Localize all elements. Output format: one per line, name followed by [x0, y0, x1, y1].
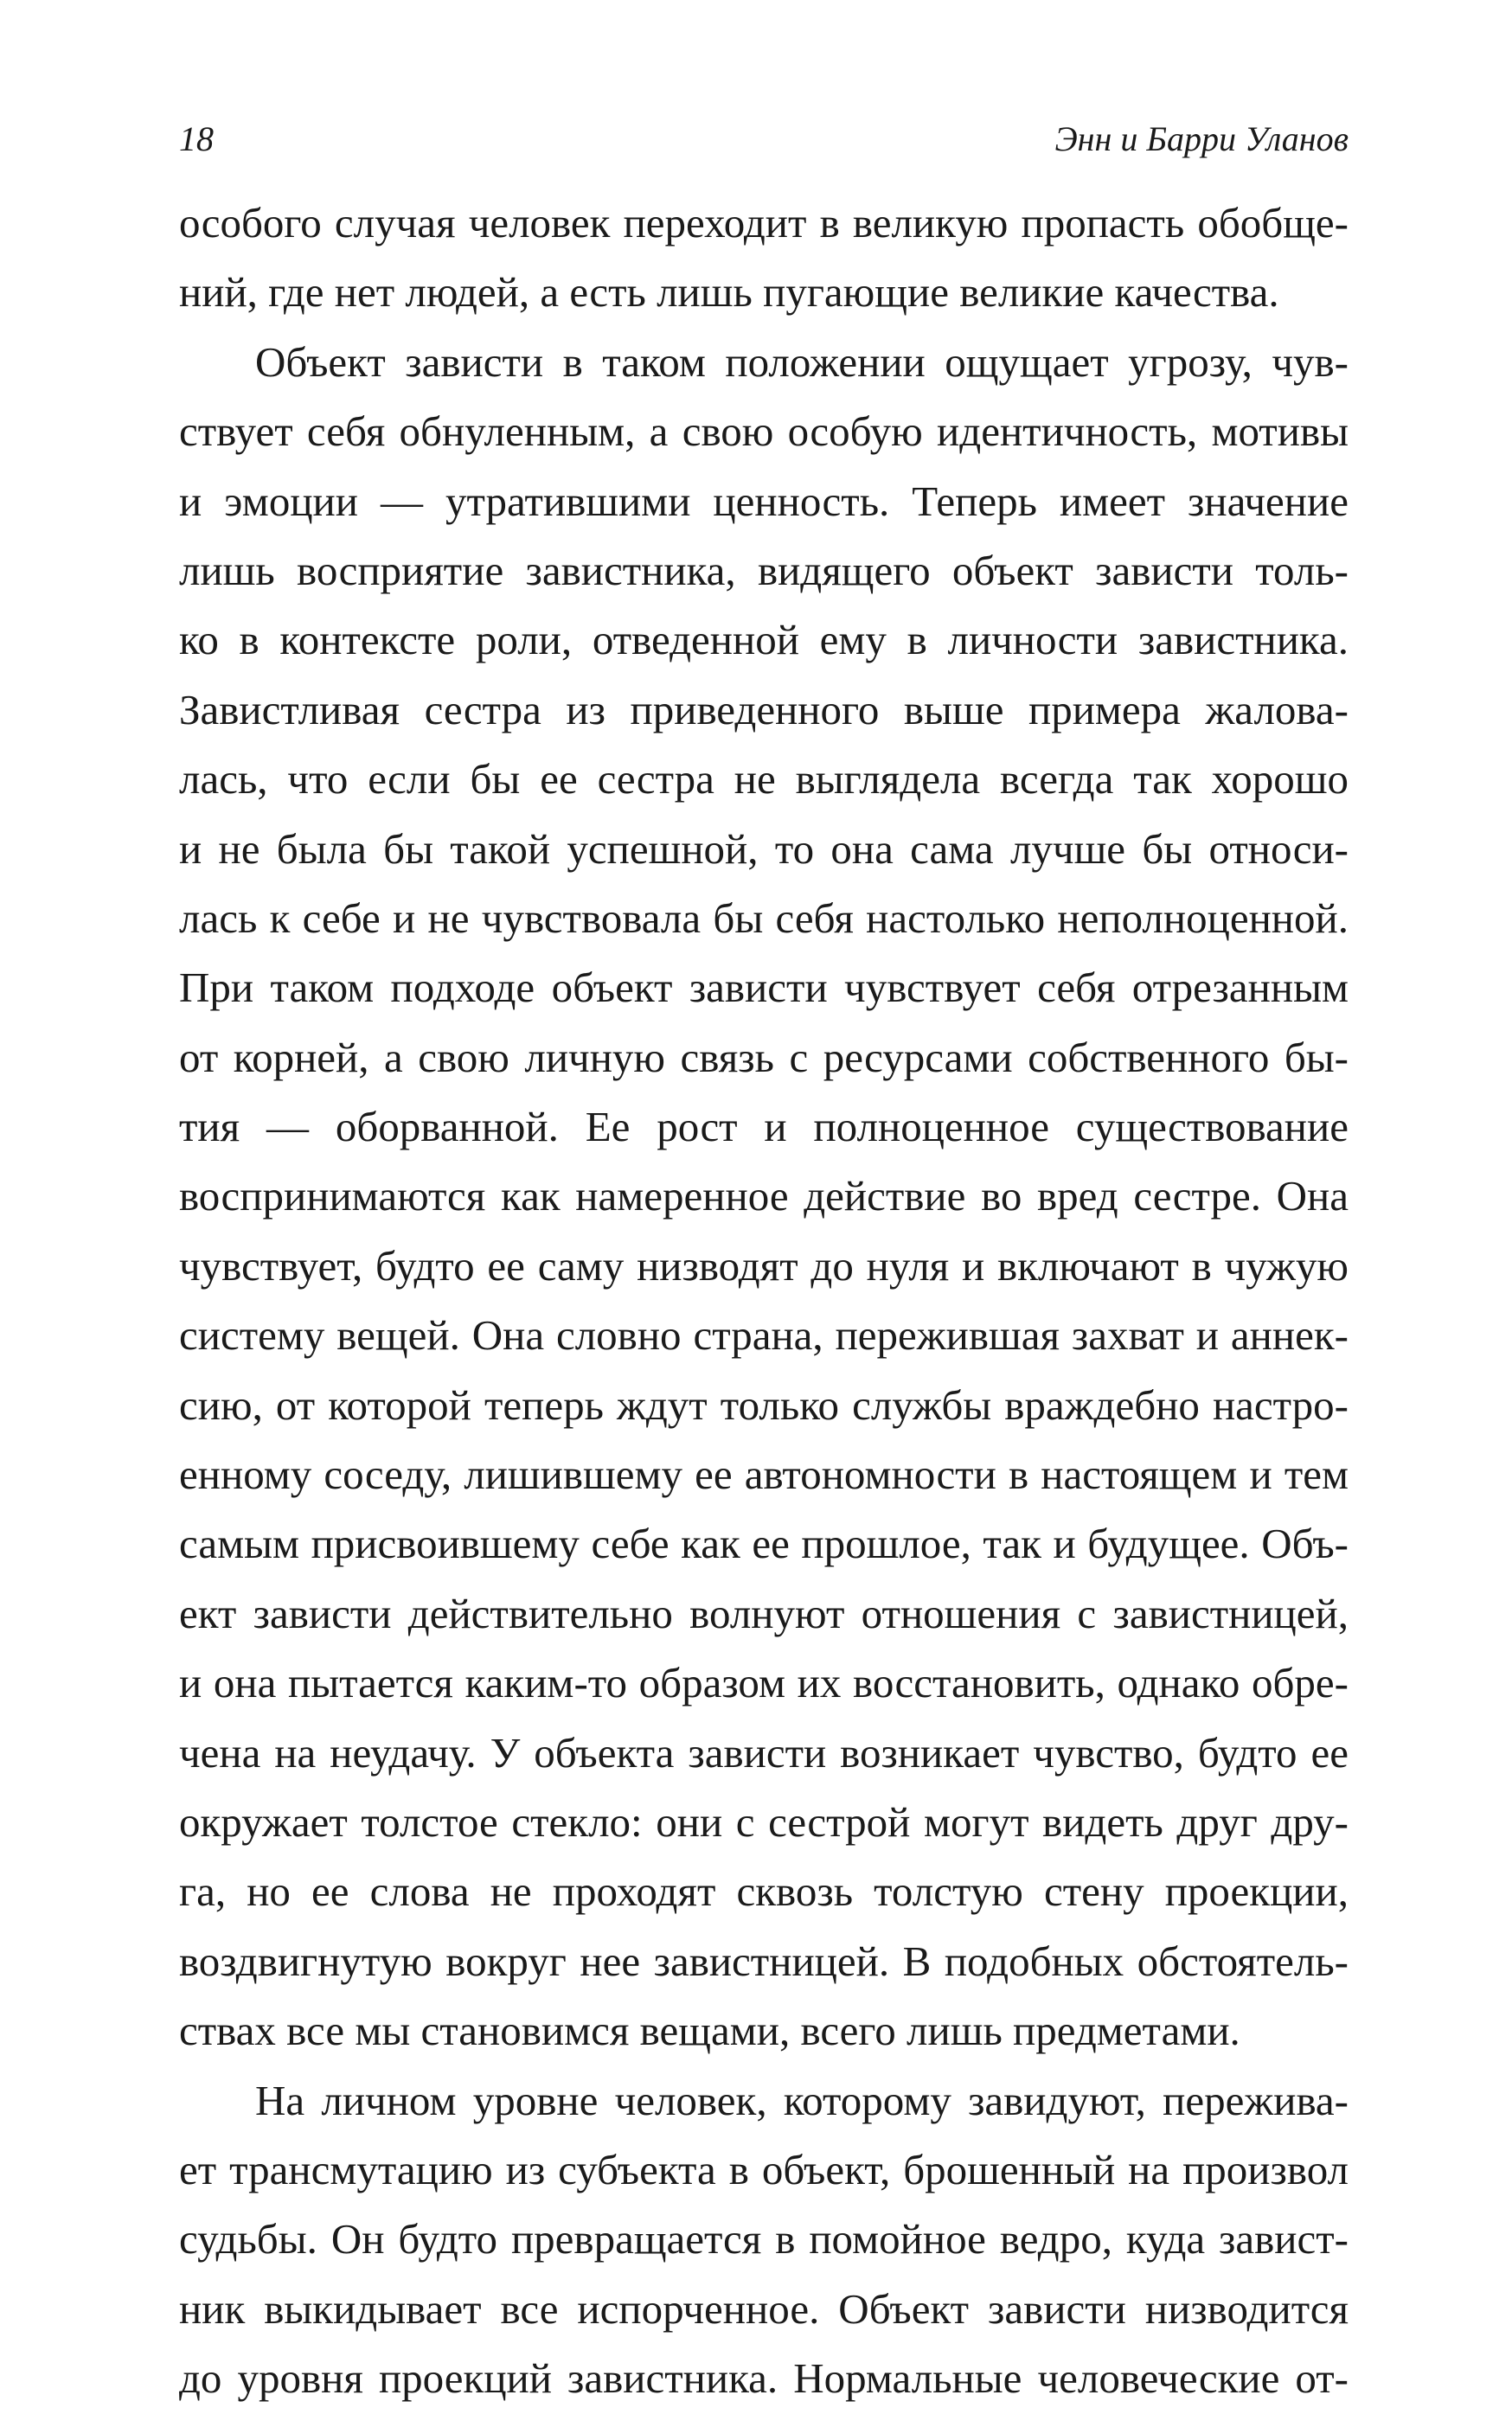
- text-line: ет трансмутацию из субъекта в объект, брошенный на произвол: [179, 2145, 1349, 2193]
- text-line: чувствует, будто ее саму низводят до нуля и включают в чужую: [179, 1241, 1349, 1290]
- text-line: и она пытается каким-то образом их восстановить, однако обре-: [179, 1659, 1349, 1707]
- text-line: и эмоции — утратившими ценность. Теперь имеет значение: [179, 477, 1349, 525]
- running-head: [179, 118, 1349, 161]
- text-line: чена на неудачу. У объекта зависти возникает чувство, будто ее: [179, 1728, 1349, 1777]
- text-line: сию, от которой теперь ждут только службы враждебно настро-: [179, 1380, 1349, 1429]
- text-line: до уровня проекций завистника. Нормальные человеческие от-: [179, 2354, 1349, 2403]
- paragraph: [179, 328, 1349, 2066]
- text-line: и не была бы такой успешной, то она сама лучше бы относи-: [179, 824, 1349, 873]
- text-line: ствах все мы становимся вещами, всего лишь предметами.: [179, 2007, 1240, 2055]
- text-line: ствует себя обнуленным, а свою особую идентичность, мотивы: [179, 407, 1349, 456]
- text-line: особого случая человек переходит в великую пропасть обобще-: [179, 199, 1349, 247]
- text-line: тия — оборванной. Ее рост и полноценное существование: [179, 1103, 1349, 1151]
- text-line: судьбы. Он будто превращается в помойное ведро, куда завист-: [179, 2215, 1349, 2264]
- text-line: самым присвоившему себе как ее прошлое, так и будущее. Объ-: [179, 1520, 1349, 1568]
- text-line: На личном уровне человек, которому завидуют, пережива-: [255, 2076, 1349, 2124]
- paragraph: [179, 189, 1349, 328]
- text-line: ний, где нет людей, а есть лишь пугающие великие качества.: [179, 268, 1279, 317]
- text-line: Объект зависти в таком положении ощущает угрозу, чув-: [255, 337, 1349, 386]
- text-line: лась, что если бы ее сестра не выглядела всегда так хорошо: [179, 755, 1349, 804]
- text-line: ко в контексте роли, отведенной ему в личности завистника.: [179, 616, 1349, 664]
- text-line: га, но ее слова не проходят сквозь толстую стену проекции,: [179, 1867, 1349, 1916]
- text-line: ект зависти действительно волнуют отношения с завистницей,: [179, 1589, 1349, 1637]
- body-text: [179, 189, 1349, 2414]
- text-line: лась к себе и не чувствовала бы себя настолько неполноценной.: [179, 893, 1349, 942]
- text-line: окружает толстое стекло: они с сестрой могут видеть друг дру-: [179, 1797, 1349, 1846]
- text-line: систему вещей. Она словно страна, пережившая захват и аннек-: [179, 1311, 1349, 1360]
- text-line: енному соседу, лишившему ее автономности в настоящем и тем: [179, 1450, 1349, 1499]
- text-line: воспринимаются как намеренное действие во вред сестре. Она: [179, 1172, 1349, 1220]
- text-line: воздвигнутую вокруг нее завистницей. В подобных обстоятель-: [179, 1937, 1349, 1985]
- running-head-author: Энн и Барри Уланов: [1054, 119, 1349, 158]
- text-line: лишь восприятие завистника, видящего объект зависти толь-: [179, 546, 1349, 594]
- text-line: Завистливая сестра из приведенного выше примера жалова-: [179, 685, 1349, 733]
- text-line: При таком подходе объект зависти чувствует себя отрезанным: [179, 964, 1349, 1012]
- text-line: от корней, а свою личную связь с ресурсами собственного бы-: [179, 1033, 1349, 1081]
- text-line: ник выкидывает все испорченное. Объект зависти низводится: [179, 2284, 1349, 2333]
- page-number: 18: [179, 119, 214, 158]
- paragraph: [179, 2066, 1349, 2414]
